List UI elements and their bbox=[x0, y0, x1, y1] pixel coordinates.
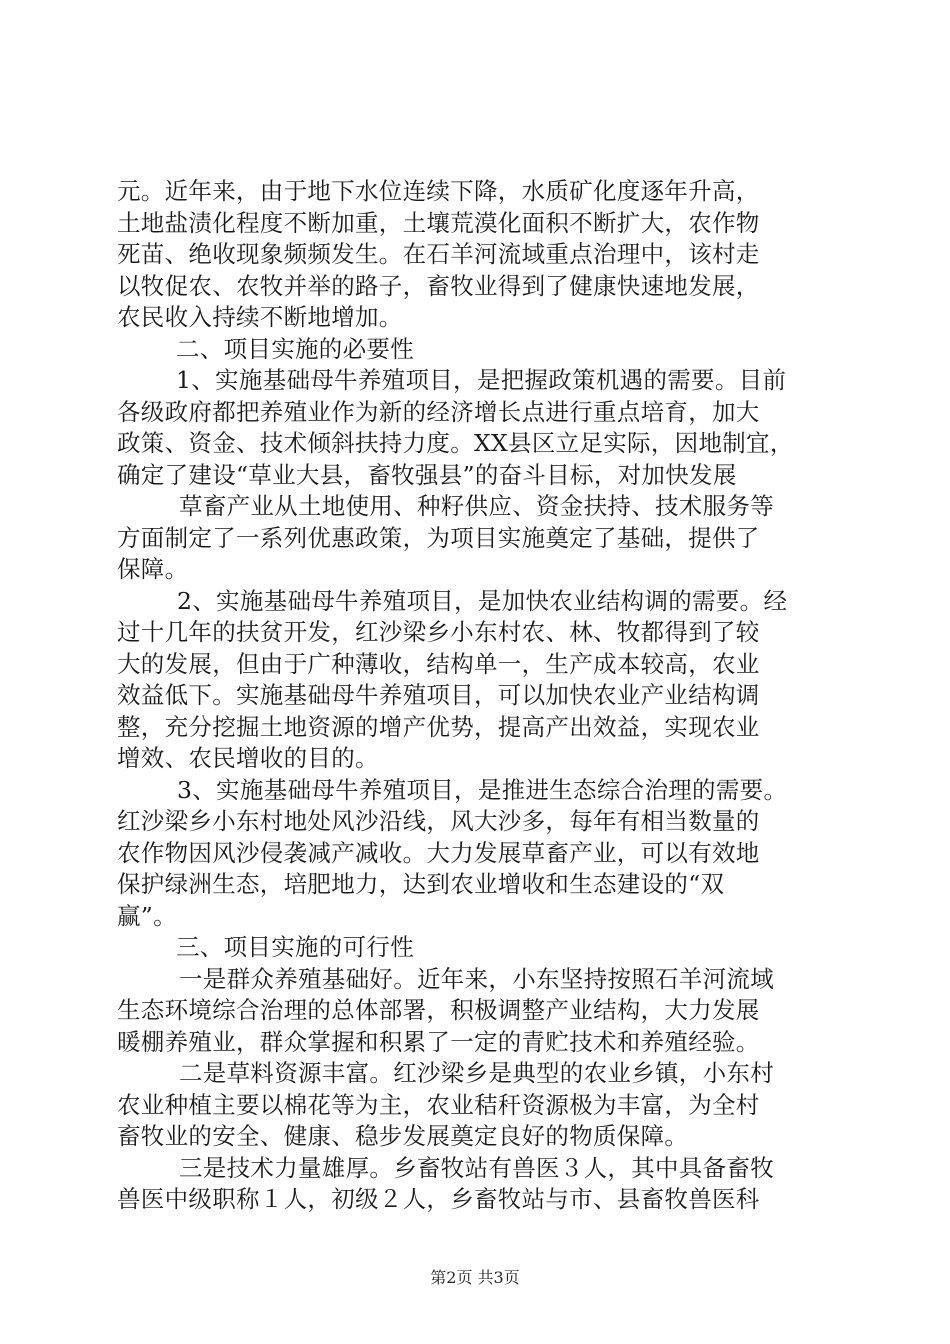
text-line: 整，充分挖掘土地资源的增产优势，提高产出效益，实现农业 bbox=[117, 712, 760, 741]
text-line: 兽医中级职称１人，初级２人，乡畜牧站与市、县畜牧兽医科 bbox=[117, 1185, 760, 1213]
text-line: 元。近年来，由于地下水位连续下降，水质矿化度逐年升高， bbox=[117, 177, 760, 205]
text-line: 农业种植主要以棉花等为主，农业秸秆资源极为丰富，为全村 bbox=[117, 1090, 760, 1119]
text-line: 保护绿洲生态，培肥地力，达到农业增收和生态建设的“双 bbox=[117, 870, 725, 898]
text-line: 农民收入持续不断地增加。 bbox=[117, 303, 403, 331]
text-line: 过十几年的扶贫开发，红沙梁乡小东村农、林、牧都得到了较 bbox=[117, 618, 760, 646]
page-footer bbox=[0, 1268, 950, 1288]
text-line: 1、实施基础母牛养殖项目，是把握政策机遇的需要。目前 bbox=[176, 366, 787, 394]
text-line: 政策、资金、技术倾斜扶持力度。XX县区立足实际，因地制宜， bbox=[117, 429, 794, 457]
text-line: 保障。 bbox=[117, 555, 189, 583]
text-line: 暖棚养殖业，群众掌握和积累了一定的青贮技术和养殖经验。 bbox=[117, 1027, 760, 1056]
text-line: 一是群众养殖基础好。近年来，小东坚持按照石羊河流域 bbox=[179, 964, 774, 993]
text-line: 畜牧业的安全、健康、稳步发展奠定良好的物质保障。 bbox=[117, 1122, 689, 1150]
text-line: 土地盐渍化程度不断加重，土壤荒漠化面积不断扩大，农作物 bbox=[117, 208, 760, 237]
document-body bbox=[117, 176, 837, 1216]
text-line: 死苗、绝收现象频频发生。在石羊河流域重点治理中，该村走 bbox=[117, 240, 760, 268]
text-line: 赢”。 bbox=[117, 901, 177, 930]
text-line: 效益低下。实施基础母牛养殖项目，可以加快农业产业结构调 bbox=[117, 681, 760, 709]
text-line: 增效、农民增收的目的。 bbox=[117, 744, 379, 772]
section-heading: 三、项目实施的可行性 bbox=[176, 933, 414, 961]
section-heading: 二、项目实施的必要性 bbox=[176, 334, 414, 363]
text-line: 农作物因风沙侵袭减产减收。大力发展草畜产业，可以有效地 bbox=[117, 838, 760, 867]
text-line: 各级政府都把养殖业作为新的经济增长点进行重点培育，加大 bbox=[117, 397, 760, 426]
text-line: 3、实施基础母牛养殖项目，是推进生态综合治理的需要。 bbox=[177, 775, 788, 804]
text-line: 三是技术力量雄厚。乡畜牧站有兽医３人，其中具备畜牧 bbox=[179, 1153, 774, 1182]
text-line: 以牧促农、农牧并举的路子，畜牧业得到了健康快速地发展， bbox=[117, 271, 760, 300]
text-line: 大的发展，但由于广种薄收，结构单一，生产成本较高，农业 bbox=[117, 649, 760, 678]
text-line: 草畜产业从土地使用、种籽供应、资金扶持、技术服务等 bbox=[179, 492, 774, 520]
text-line: 2、实施基础母牛养殖项目，是加快农业结构调的需要。经 bbox=[177, 586, 788, 615]
page-number-label: 第2页 共3页 bbox=[430, 1268, 520, 1287]
text-line: 方面制定了一系列优惠政策，为项目实施奠定了基础，提供了 bbox=[117, 523, 760, 552]
text-line: 二是草料资源丰富。红沙梁乡是典型的农业乡镇，小东村 bbox=[179, 1059, 774, 1087]
text-line: 红沙梁乡小东村地处风沙沿线，风大沙多，每年有相当数量的 bbox=[117, 807, 760, 835]
text-line: 生态环境综合治理的总体部署，积极调整产业结构，大力发展 bbox=[117, 996, 760, 1024]
text-line: 确定了建设“草业大县，畜牧强县”的奋斗目标，对加快发展 bbox=[117, 460, 737, 489]
